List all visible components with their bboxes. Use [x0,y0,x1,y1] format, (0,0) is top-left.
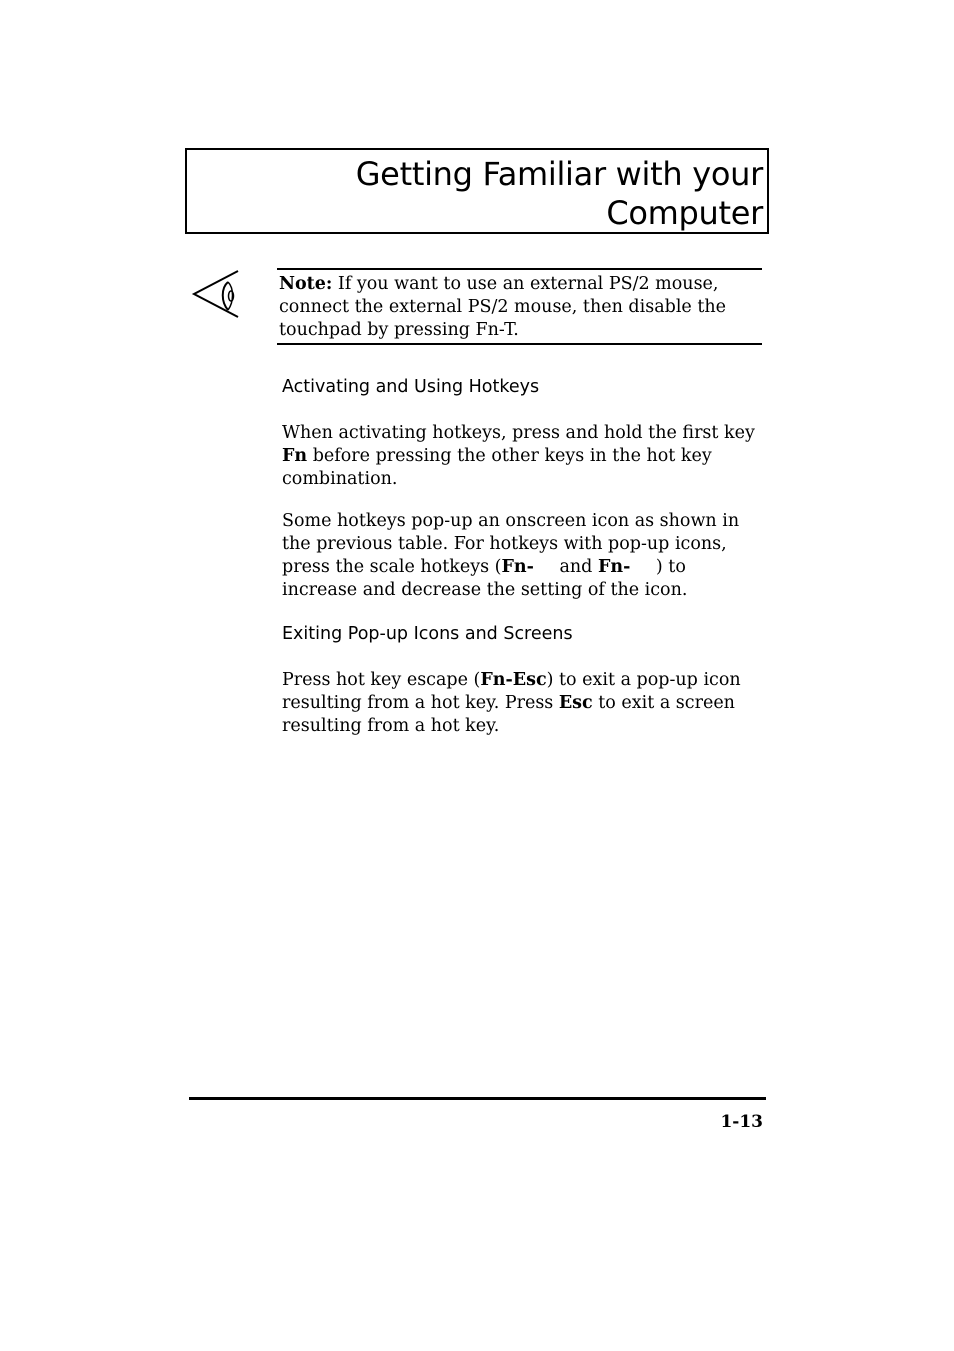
section-heading-hotkeys: Activating and Using Hotkeys [282,377,540,397]
eye-icon [191,268,243,320]
section-heading-exiting-popups: Exiting Pop-up Icons and Screens [282,624,573,644]
key-name: Fn- [597,557,631,577]
footer-rule [189,1097,766,1100]
note-label: Note: [279,274,333,294]
note-body: If you want to use an external PS/2 mouse, connect the external PS/2 mouse, then disable the touchpad by pressing Fn-T. [279,274,727,340]
paragraph-text: Some hotkeys pop-up an onscreen icon as shown in the previous table. For hotkeys with pop-up icons, press the scale hotkeys ( [282,511,740,577]
paragraph-exiting-popups [282,669,766,738]
key-name: Fn [282,446,308,466]
note-text [279,273,769,342]
paragraph-popup-icons [282,510,766,602]
paragraph-text: ) to exit a pop-up icon resulting from a hot key. Press [282,670,741,713]
paragraph-activating-hotkeys [282,422,766,491]
chapter-title-box [185,148,769,234]
paragraph-text: and [553,557,598,577]
key-name: Esc [558,693,593,713]
chapter-title-line-1: Getting Familiar with your [355,155,763,193]
chapter-title-line-2: Computer [606,194,763,232]
key-name: Fn- [501,557,534,577]
note-top-rule [277,268,762,270]
page-number: 1-13 [720,1112,763,1132]
paragraph-text: Press hot key escape ( [282,670,481,690]
paragraph-text: ) to increase and decrease the setting of the icon. [282,557,688,600]
note-bottom-rule [277,343,762,345]
key-name: Fn-Esc [480,670,547,690]
paragraph-text: before pressing the other keys in the hot key combination. [282,446,712,489]
paragraph-text: When activating hotkeys, press and hold the first key [282,423,755,443]
paragraph-text: to exit a screen resulting from a hot key. [282,693,735,736]
